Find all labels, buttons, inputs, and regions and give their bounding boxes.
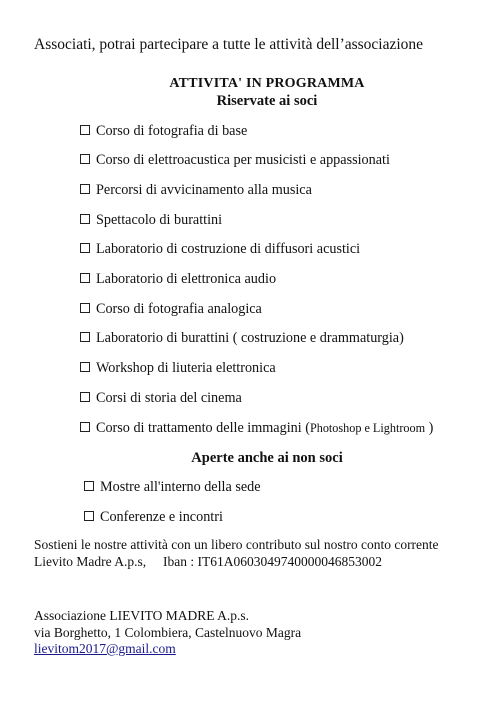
list-item	[80, 420, 433, 437]
list-item	[80, 123, 247, 140]
support-text: Sostieni le nostre attività con un libero contributo sul nostro conto corrente	[34, 537, 439, 552]
checkbox-icon	[80, 243, 90, 253]
checkbox-icon	[80, 125, 90, 135]
list-item-label: Corso di trattamento delle immagini (	[96, 420, 310, 436]
checkbox-icon	[84, 481, 94, 491]
list-item	[80, 271, 276, 288]
checkbox-icon	[80, 273, 90, 283]
address: via Borghetto, 1 Colombiera, Castelnuovo Magra	[34, 625, 302, 640]
list-item-label: Spettacolo di burattini	[96, 212, 223, 228]
checkbox-icon	[80, 184, 90, 194]
list-item-label: Laboratorio di costruzione di diffusori acustici	[96, 241, 361, 257]
list-item	[84, 509, 223, 526]
intro-text: Associati, potrai partecipare a tutte le attività dell’associazione	[34, 36, 424, 53]
checkbox-icon	[80, 332, 90, 342]
checkbox-icon	[80, 392, 90, 402]
list-item	[80, 152, 390, 169]
org-name: Associazione LIEVITO MADRE A.p.s.	[34, 608, 249, 623]
list-item-label: Corso di fotografia analogica	[96, 301, 262, 317]
list-item	[80, 212, 222, 229]
members-only-heading: Riservate ai soci	[216, 93, 318, 109]
list-item-label: Laboratorio di burattini ( costruzione e drammaturgia)	[96, 330, 404, 346]
list-item-label: Percorsi di avvicinamento alla musica	[96, 182, 312, 198]
email-link[interactable]: lievitom2017@gmail.com	[34, 641, 176, 656]
checkbox-icon	[80, 362, 90, 372]
list-item-label: Laboratorio di elettronica audio	[96, 271, 277, 287]
list-item-label: Mostre all'interno della sede	[100, 479, 261, 495]
list-item-label: Corso di fotografia di base	[96, 123, 248, 139]
software-names: Photoshop e Lightroom	[309, 421, 426, 435]
list-item	[84, 479, 261, 496]
list-item	[80, 182, 312, 199]
checkbox-icon	[80, 214, 90, 224]
list-item-label-suffix: )	[425, 420, 434, 436]
program-heading: ATTIVITA' IN PROGRAMMA	[169, 76, 365, 91]
public-heading: Aperte anche ai non soci	[191, 450, 343, 466]
bank-details: Lievito Madre A.p.s, Iban : IT61A0603049740000046853002	[34, 554, 382, 569]
list-item-label: Corsi di storia del cinema	[96, 390, 242, 406]
checkbox-icon	[84, 511, 94, 521]
list-item	[80, 390, 242, 407]
checkbox-icon	[80, 422, 90, 432]
list-item-label: Workshop di liuteria elettronica	[96, 360, 276, 376]
checkbox-icon	[80, 154, 90, 164]
list-item-label: Conferenze e incontri	[100, 509, 223, 525]
checkbox-icon	[80, 303, 90, 313]
list-item	[80, 360, 276, 377]
list-item	[80, 241, 360, 258]
list-item	[80, 330, 404, 347]
list-item-label: Corso di elettroacustica per musicisti e appassionati	[96, 152, 390, 168]
list-item	[80, 301, 262, 318]
